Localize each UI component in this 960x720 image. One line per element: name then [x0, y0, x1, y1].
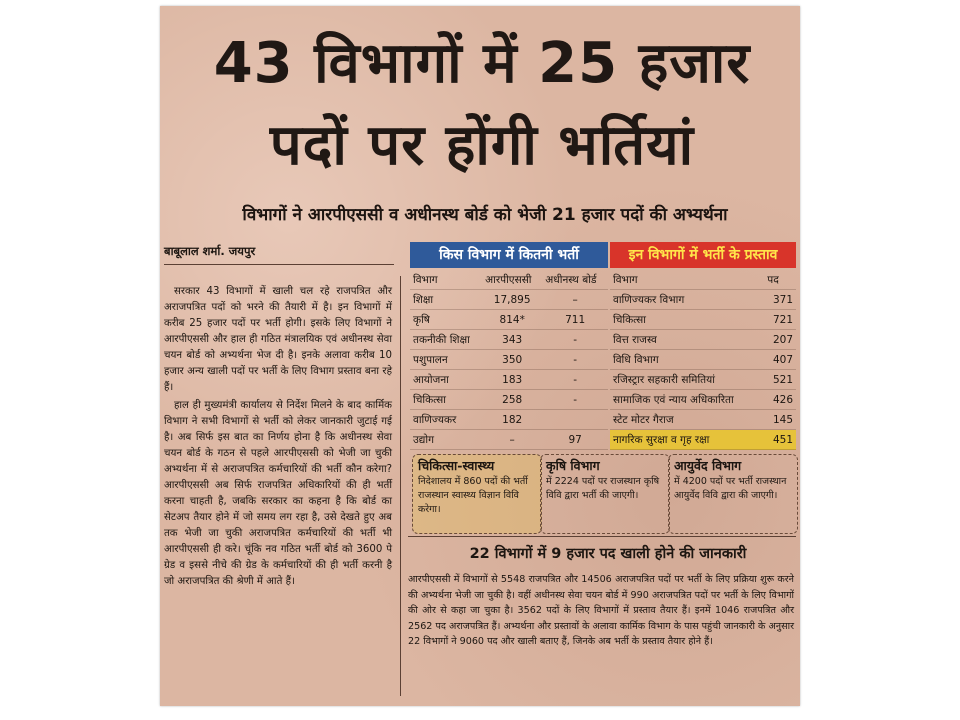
- table-right-title: इन विभागों में भर्ती के प्रस्ताव: [610, 242, 796, 268]
- table-cell: -: [542, 370, 608, 390]
- table-row: [610, 330, 796, 350]
- table-right-header-dept: विभाग: [610, 270, 764, 290]
- section-divider: [408, 536, 796, 537]
- info-box-title: चिकित्सा-स्वास्थ्य: [418, 458, 495, 473]
- table-row: [410, 390, 608, 410]
- table-cell: शिक्षा: [410, 290, 482, 310]
- table-cell: 183: [482, 370, 542, 390]
- info-box-medical: [412, 454, 542, 534]
- table-cell: 207: [764, 330, 796, 350]
- table-cell: 407: [764, 350, 796, 370]
- table-cell: 343: [482, 330, 542, 350]
- table-cell: –: [482, 430, 542, 450]
- headline-line-1: 43 विभागों में 25 हजार: [213, 31, 751, 96]
- table-cell: चिकित्सा: [410, 390, 482, 410]
- table-row-highlighted: [610, 430, 796, 450]
- table-left-header-board: अधीनस्थ बोर्ड: [542, 270, 608, 290]
- table-row: [610, 370, 796, 390]
- table-cell: 17,895: [482, 290, 542, 310]
- table-cell: वाणिज्यकर: [410, 410, 482, 430]
- column-divider: [400, 276, 401, 696]
- table-cell: 711: [542, 310, 608, 330]
- table-cell: 145: [764, 410, 796, 430]
- table-row: [410, 410, 608, 430]
- table-row: [410, 310, 608, 330]
- table-row: [610, 310, 796, 330]
- table-cell: 371: [764, 290, 796, 310]
- table-cell: 426: [764, 390, 796, 410]
- subheadline: विभागों ने आरपीएससी व अधीनस्थ बोर्ड को भेजी 21 हजार पदों की अभ्यर्थना: [242, 205, 728, 225]
- byline-divider: [164, 264, 394, 265]
- table-cell: 451: [764, 430, 796, 450]
- table-cell: -: [542, 350, 608, 370]
- table-cell: वित्त राजस्व: [610, 330, 764, 350]
- table-cell: -: [542, 330, 608, 350]
- table-row: [410, 430, 608, 450]
- table-cell: वाणिज्यकर विभाग: [610, 290, 764, 310]
- info-box-text: में 2224 पदों पर राजस्थान कृषि विवि द्वारा भर्ती की जाएगी।: [546, 476, 660, 501]
- table-cell: रजिस्ट्रार सहकारी समितियां: [610, 370, 764, 390]
- table-cell: 97: [542, 430, 608, 450]
- table-cell: चिकित्सा: [610, 310, 764, 330]
- table-cell: 521: [764, 370, 796, 390]
- info-box-text: में 4200 पदों पर भर्ती राजस्थान आयुर्वेद विवि द्वारा की जाएगी।: [674, 476, 787, 501]
- newspaper-clipping: [160, 6, 800, 706]
- table-right: [610, 270, 796, 450]
- table-cell: 721: [764, 310, 796, 330]
- table-cell: विधि विभाग: [610, 350, 764, 370]
- section-body: आरपीएससी में विभागों से 5548 राजपत्रित और 14506 अराजपत्रित पदों पर भर्ती के लिए प्रक्रिया शुरू करने की अभ्यर्थना भेजी जा चुकी है। वहीं अधीनस्थ सेवा चयन बोर्ड में 990 अराजपत्रित पदों पर भर्ती के लिए विभागों की ओर से कहा जा चुका है। 3562 पदों के लिए विभागों में प्रस्ताव तैयार हैं। इनमें 1046 राजपत्रित और 2562 पद अराजपत्रित हैं। अभ्यर्थना और प्रस्तावों के अलावा कार्मिक विभाग के पास पहुंची जानकारी के अनुसार 22 विभागों ने 9060 पद और खाली बताए हैं, जिनके अब भर्ती के प्रस्ताव तैयार होने हैं।: [408, 574, 794, 647]
- table-cell: 814*: [482, 310, 542, 330]
- info-box-text: निदेशालय में 860 पदों की भर्ती राजस्थान स्वास्थ्य विज्ञान विवि करेगा।: [418, 476, 528, 515]
- info-box-agriculture: [540, 454, 670, 534]
- table-cell: उद्योग: [410, 430, 482, 450]
- table-left-header-dept: विभाग: [410, 270, 482, 290]
- table-cell: 350: [482, 350, 542, 370]
- table-row: [410, 370, 608, 390]
- table-left: [410, 270, 608, 450]
- table-row: [410, 330, 608, 350]
- table-cell: 258: [482, 390, 542, 410]
- table-cell: [542, 410, 608, 430]
- table-row: [610, 410, 796, 430]
- table-left-title: किस विभाग में कितनी भर्ती: [410, 242, 608, 268]
- info-box-ayurveda: [668, 454, 798, 534]
- article-paragraph-2: हाल ही मुख्यमंत्री कार्यालय से निर्देश मिलने के बाद कार्मिक विभाग ने सभी विभागों से भर्ती को लेकर जानकारी जुटाई गई है। अब सिर्फ इस बात का निर्णय होना है कि अधीनस्थ सेवा चयन बोर्ड के गठन से पहले आरपीएससी को भेजी जा चुकी अभ्यर्थना में से अराजपत्रित कर्मचारियों की भर्ती कौन करेगा? आरपीएससी अब सिर्फ राजपत्रित अधिकारियों की ही भर्ती करना चाहती है, जबकि सरकार का कहना है कि बोर्ड का सेटअप तैयार होने में जो समय लग रहा है, उसे देखते हुए अब तक भेजी जा चुकी अराजपत्रित कर्मचारियों की भर्ती भी आरपीएससी ही करे। चूंकि नव गठित भर्ती बोर्ड को 3600 पे ग्रेड व इससे नीचे की ग्रेड के कर्मचारियों की ही भर्ती करनी है जो अराजपत्रित की श्रेणी में आते हैं।: [164, 400, 392, 587]
- article-paragraph-1: सरकार 43 विभागों में खाली चल रहे राजपत्रित और अराजपत्रित पदों को भरने की तैयारी में है। इन विभागों में करीब 25 हजार पदों पर भर्ती होगी। इसके लिए विभागों ने आरपीएससी और हाल ही गठित मंत्रालयिक एवं अधीनस्थ सेवा चयन बोर्ड को अभ्यर्थना भेज दी है। इनके अलावा करीब 10 हजार अन्य खाली पदों पर भर्ती के लिए विभाग प्रस्ताव बना रहे हैं।: [164, 286, 392, 393]
- article-body: [164, 284, 392, 592]
- section-title: 22 विभागों में 9 हजार पद खाली होने की जानकारी: [469, 546, 747, 562]
- table-right-header-posts: पद: [764, 270, 796, 290]
- headline-line-2: पदों पर होंगी भर्तियां: [269, 113, 695, 178]
- table-cell: नागरिक सुरक्षा व गृह रक्षा: [610, 430, 764, 450]
- table-cell: –: [542, 290, 608, 310]
- table-row: [610, 350, 796, 370]
- table-row: [410, 290, 608, 310]
- byline: बाबूलाल शर्मा. जयपुर: [164, 244, 256, 258]
- table-row: [610, 290, 796, 310]
- table-cell: -: [542, 390, 608, 410]
- table-left-header-rpsc: आरपीएससी: [482, 270, 542, 290]
- table-cell: कृषि: [410, 310, 482, 330]
- table-cell: 182: [482, 410, 542, 430]
- table-cell: सामाजिक एवं न्याय अधिकारिता: [610, 390, 764, 410]
- table-row: [610, 390, 796, 410]
- info-box-title: कृषि विभाग: [546, 458, 600, 473]
- table-cell: पशुपालन: [410, 350, 482, 370]
- table-cell: स्टेट मोटर गैराज: [610, 410, 764, 430]
- table-row: [410, 350, 608, 370]
- info-box-title: आयुर्वेद विभाग: [674, 458, 742, 473]
- table-cell: आयोजना: [410, 370, 482, 390]
- table-cell: तकनीकी शिक्षा: [410, 330, 482, 350]
